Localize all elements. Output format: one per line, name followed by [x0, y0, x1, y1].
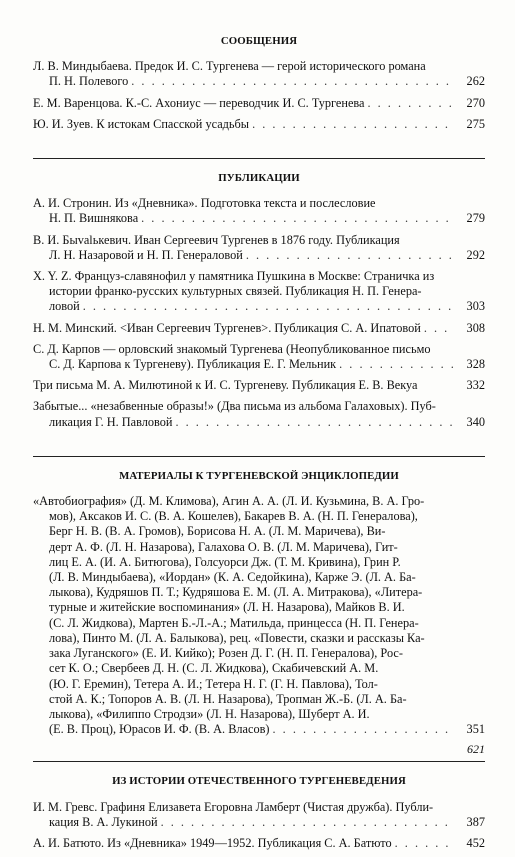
page-ref: 270	[466, 95, 485, 110]
leader-dots	[339, 357, 454, 372]
ency-line: лова), Пинто М. (Л. А. Балыкова), рец. «Повести, сказки и рассказы Ка-	[49, 630, 425, 645]
entry-line: ловой	[49, 299, 80, 314]
page-ref: 351	[466, 722, 485, 737]
toc-entry	[33, 836, 485, 851]
leader-dots	[424, 321, 454, 336]
leader-dots	[246, 248, 454, 263]
section-publikatsii	[33, 196, 485, 430]
toc-entry	[33, 269, 485, 315]
encyclopedia-entries	[33, 494, 485, 737]
toc-entry	[33, 378, 485, 393]
ency-line: лыкова), Кудряшов П. Т.; Кудряшова Е. М. (Л. А. Митракова), «Литера-	[49, 585, 423, 600]
toc-entry	[33, 342, 485, 372]
page-ref: 303	[466, 299, 485, 314]
page-ref: 332	[466, 378, 485, 393]
entry-line: Забытые... «незабвенные образы!» (Два письма из альбома Галаховых). Пуб-	[33, 399, 436, 414]
page-ref: 340	[466, 414, 485, 429]
page-ref: 275	[466, 116, 485, 131]
toc-page	[33, 34, 485, 857]
ency-line: «Автобиография» (Д. М. Климова), Агин А. А. (Л. И. Кузьмина, В. А. Гро-	[33, 494, 425, 509]
section-divider	[33, 761, 485, 762]
entry-line: В. И. Быvalькевич. Иван Сергеевич Тургенев в 1876 году. Публикация	[33, 232, 400, 247]
entry-line: Н. М. Минский. <Иван Сергеевич Тургенев>. Публикация С. А. Ипатовой	[33, 320, 421, 335]
toc-entry	[33, 233, 485, 263]
ency-line: (Л. В. Миндыбаева), «Иордан» (К. А. Седойкина), Карже Э. (Л. А. Ба-	[49, 570, 416, 585]
page-ref: 452	[466, 835, 485, 850]
toc-entry	[33, 96, 485, 111]
ency-line: лыкова), «Филиппо Стродзи» (Л. Н. Назарова), Шуберт А. И.	[49, 706, 370, 721]
entry-line: И. М. Гревс. Графиня Елизавета Егоровна Ламберт (Чистая дружба). Публи-	[33, 799, 434, 814]
section-divider	[33, 158, 485, 159]
entry-line: Три письма М. А. Милютиной к И. С. Тургеневу. Публикация Е. В. Векуа	[33, 378, 418, 393]
ency-line: (С. Л. Жидкова), Мартен Б.-Л.-А.; Матильда, принцесса (Н. П. Генера-	[49, 615, 419, 630]
entry-line: С. Д. Карпов — орловский знакомый Тургенева (Неопубликованное письмо	[33, 341, 431, 356]
section-divider	[33, 456, 485, 457]
ency-line: турные и житейские воспоминания» (Л. Н. Назарова), Майков В. И.	[49, 600, 405, 615]
page-ref: 279	[466, 211, 485, 226]
ency-line: (Ю. Г. Еремин), Тетера А. И.; Тетера Н. Г. (Г. Н. Павлова), Тол-	[49, 676, 378, 691]
page-ref: 387	[466, 814, 485, 829]
section-title-istoriya: ИЗ ИСТОРИИ ОТЕЧЕСТВЕННОГО ТУРГЕНЕВЕДЕНИЯ	[112, 775, 406, 788]
page-ref: 292	[466, 247, 485, 262]
entry-line: X. Y. Z. Француз-славянофил у памятника Пушкина в Москве: Страничка из	[33, 269, 435, 284]
section-title-materialy: МАТЕРИАЛЫ К ТУРГЕНЕВСКОЙ ЭНЦИКЛОПЕДИИ	[119, 469, 399, 482]
section-title-soobshcheniya: СООБЩЕНИЯ	[220, 35, 298, 47]
ency-line: дерт А. Ф. (Л. Н. Назарова), Галахова О. В. (Л. М. Маричева), Гит-	[49, 539, 398, 554]
toc-entry	[33, 59, 485, 89]
leader-dots	[175, 415, 454, 430]
entry-line: Л. Н. Назаровой и Н. П. Генераловой	[49, 247, 243, 262]
ency-line: сет К. О.; Свербеев Д. Н. (С. Л. Жидкова), Скабичевский А. М.	[49, 661, 379, 676]
section-title-publikatsii: ПУБЛИКАЦИИ	[218, 172, 300, 185]
entry-line: кация В. А. Лукиной	[49, 814, 158, 829]
leader-dots	[161, 815, 454, 830]
ency-line: мов), Аксаков И. С. (В. А. Кошелев), Бакарев В. А. (Н. П. Генералова),	[49, 509, 418, 524]
section-soobshcheniya	[33, 59, 485, 132]
leader-dots	[368, 96, 455, 111]
leader-dots	[252, 117, 454, 132]
entry-line: П. Н. Полевого	[49, 74, 129, 89]
leader-dots	[395, 836, 454, 851]
leader-dots	[273, 722, 454, 737]
ency-line: зака Луганского» (Е. И. Кийко); Розен Д. Г. (Н. П. Генералова), Рос-	[49, 646, 403, 661]
entry-line: Л. В. Миндыбаева. Предок И. С. Тургенева — герой исторического романа	[33, 59, 426, 74]
page-ref: 262	[466, 74, 485, 89]
ency-line: (Е. В. Проц), Юрасов И. Ф. (В. А. Власов)	[49, 722, 270, 737]
entry-line: А. И. Батюто. Из «Дневника» 1949—1952. Публикация С. А. Батюто	[33, 835, 392, 850]
page-number: 621	[467, 742, 485, 756]
page-ref: 328	[466, 357, 485, 372]
entry-line: Ю. И. Зуев. К истокам Спасской усадьбы	[33, 116, 250, 131]
toc-entry	[33, 321, 485, 336]
ency-line: Берг Н. В. (В. А. Громов), Борисова Н. А. (Л. М. Маричева), Ви-	[49, 524, 386, 539]
leader-dots	[131, 74, 454, 89]
entry-line: Е. М. Варенцова. К.-С. Ахониус — переводчик И. С. Тургенева	[33, 95, 365, 110]
leader-dots	[141, 211, 454, 226]
entry-line: А. И. Стронин. Из «Дневника». Подготовка текста и послесловие	[33, 196, 376, 211]
toc-entry	[33, 117, 485, 132]
page-ref: 308	[466, 320, 485, 335]
toc-entry	[33, 800, 485, 830]
ency-line: стой А. К.; Топоров А. В. (Л. Н. Назарова), Тропман Ж.-Б. (Л. А. Ба-	[49, 691, 407, 706]
entry-line: С. Д. Карпова к Тургеневу). Публикация Е. Г. Мельник	[49, 357, 337, 372]
entry-line: Н. П. Вишнякова	[49, 211, 139, 226]
section-istoriya	[33, 800, 485, 852]
entry-line: истории франко-русских культурных связей. Публикация Н. П. Генера-	[49, 284, 422, 299]
toc-entry	[33, 399, 485, 429]
toc-entry	[33, 196, 485, 226]
ency-line: лиц Е. А. (И. А. Битюгова), Голсуорси Дж. (Т. М. Кривина), Грин Р.	[49, 554, 401, 569]
leader-dots	[83, 299, 454, 314]
entry-line: ликация Г. Н. Павловой	[49, 414, 173, 429]
